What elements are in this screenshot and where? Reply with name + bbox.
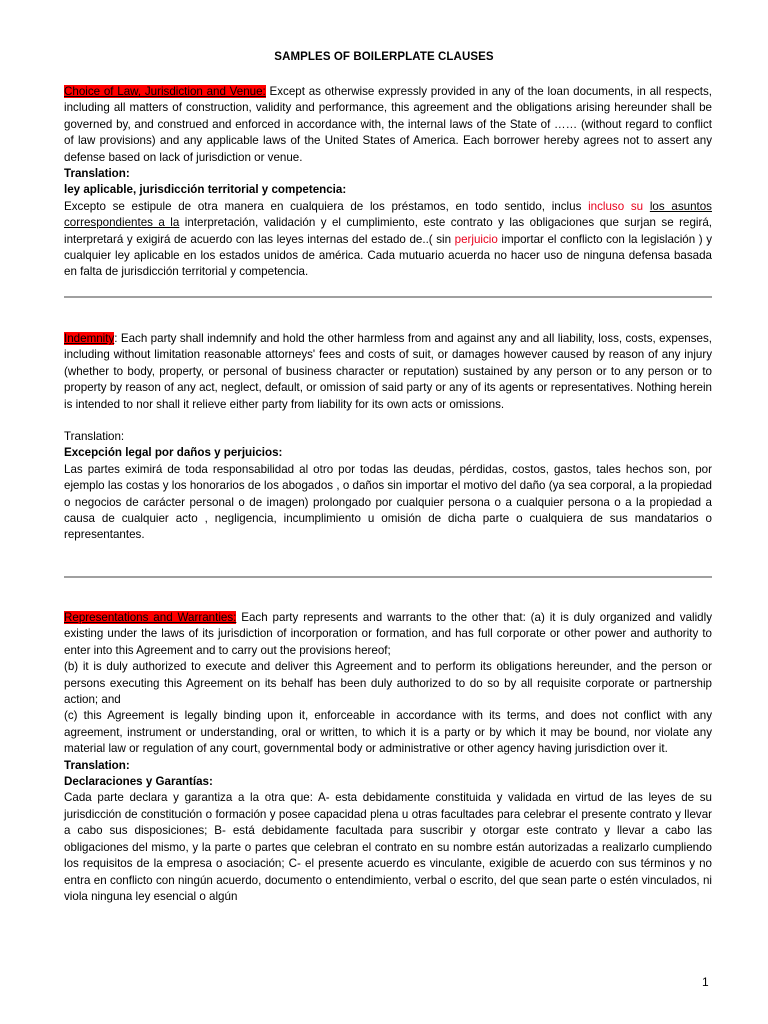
- translation-body: Las partes eximirá de toda responsabilidad al otro por todas las deudas, pérdidas, costos, gastos, tales hechos son, por ejemplo las costas y los honorarios de los abogados , o daños sin importar el motivo del daño (ya sea corporal, a la propiedad o negocios de carácter personal o de imagen) prolongado por cualquier persona o a cualquier persona o a la propiedad a causa de cualquier acto , negligencia, incumplimiento u omisión de dicha parte o cualquiera de sus mandatarios o representantes.: [64, 462, 712, 542]
- translation-label: Translation:: [64, 758, 130, 772]
- section-representations: [64, 610, 712, 905]
- section-divider: [64, 576, 712, 578]
- translation-label: Translation:: [64, 430, 125, 444]
- page-title: SAMPLES OF BOILERPLATE CLAUSES: [274, 51, 494, 63]
- translation-heading: Declaraciones y Garantías:: [64, 775, 213, 789]
- translation-heading: Excepción legal por daños y perjuicios:: [64, 446, 283, 460]
- section-en-paragraph: [64, 84, 712, 166]
- section-heading-highlight: Indemnity: [64, 332, 115, 345]
- section-choice-of-law: [64, 84, 712, 281]
- section-body: Except as otherwise expressly provided in any of the loan documents, in all respects, including all matters of construction, validity and performance, this agreement and the obligations arising hereunder shall be governed by, and construed and enforced in accordance with, the internal laws of the State of …… (without regard to conflict of law provisions) and any applicable laws of the United States of America. Each borrower hereby agrees not to assert any defense based on lack of jurisdiction or venue.: [64, 85, 712, 164]
- section-heading-highlight: Choice of Law, Jurisdiction and Venue:: [64, 85, 266, 98]
- red-text: incluso su: [588, 199, 644, 213]
- section-en-paragraph-b: (b) it is duly authorized to execute and deliver this Agreement and to perform its obligations hereunder, and the person or persons executing this Agreement on its behalf has been duly authorized to do so by all requisite corporate or partnership action; and: [64, 660, 712, 707]
- translation-body: Cada parte declara y garantiza a la otra que: A- esta debidamente constituida y validada en virtud de las leyes de su jurisdicción de constitución o formación y posee capacidad plena u otras facultades para celebrar el presente contrato y llevar a cabo sus disposiciones; B- está debidamente facultada para suscribir y otorgar este contrato y llevar a cabo las obligaciones del mismo, y la parte o partes que celebran el contrato en su nombre están autorizadas a realizarlo cumpliendo los requisitos de la empresa o asociación; C- el presente acuerdo es vinculante, exigible de acuerdo con sus términos y no entra en conflicto con ningún acuerdo, documento o entendimiento, verbal o escrito, del que sean parte o estén vinculados, ni viola ninguna ley esencial o algún: [64, 791, 712, 903]
- section-heading-highlight: Representations and Warranties:: [64, 611, 237, 624]
- section-indemnity: [64, 331, 712, 544]
- red-text: perjuicio: [454, 232, 498, 246]
- translation-heading: ley aplicable, jurisdicción territorial y competencia:: [64, 183, 347, 197]
- section-en-paragraph: [64, 610, 712, 659]
- section-body: : Each party shall indemnify and hold the other harmless from and against any and all liability, loss, costs, expenses, including without limitation reasonable attorneys' fees and costs of suit, or damages however caused by reason of any injury (whether to body, property, or personal of business character or reputation) sustained by any person or to any person or to property by reason of any act, neglect, default, or omission of said party or any of its agents or representatives. Nothing herein is intended to nor shall it relieve either party from liability for its own acts or omissions.: [64, 332, 712, 411]
- section-body: Each party represents and warrants to the other that: (a) it is duly organized and validly existing under the laws of its jurisdiction of incorporation or formation, and has full corporate or other power and authority to enter into this Agreement and to carry out the provisions hereof;: [64, 611, 712, 657]
- section-en-paragraph: [64, 331, 712, 413]
- section-en-paragraph-c: (c) this Agreement is legally binding upon it, enforceable in accordance with its terms, and does not conflict with any agreement, instrument or understanding, oral or written, to which it is a party or by which it may be bound, nor violate any material law or regulation of any court, governmental body or administrative or other agency having jurisdiction over it.: [64, 709, 712, 756]
- translation-label: Translation:: [64, 167, 130, 181]
- page-number: 1: [702, 975, 709, 989]
- underlined-text: los asuntos correspondientes a la: [64, 199, 712, 230]
- translation-body: Excepto se estipule de otra manera en cualquiera de los préstamos, en todo sentido, inclus incluso su los asuntos correspondientes a la interpretación, validación y el cumplimiento, este contrato y las obligaciones que surjan se regirá, interpretará y exigirá de acuerdo con las leyes internas del estado de..( sin perjuicio importar el conflicto con la legislación ) y cualquier ley aplicable en los estados unidos de américa. Cada mutuario acuerda no hacer uso de ninguna defensa basada en falta de jurisdicción territorial y competencia.: [64, 199, 712, 279]
- section-divider: [64, 296, 712, 298]
